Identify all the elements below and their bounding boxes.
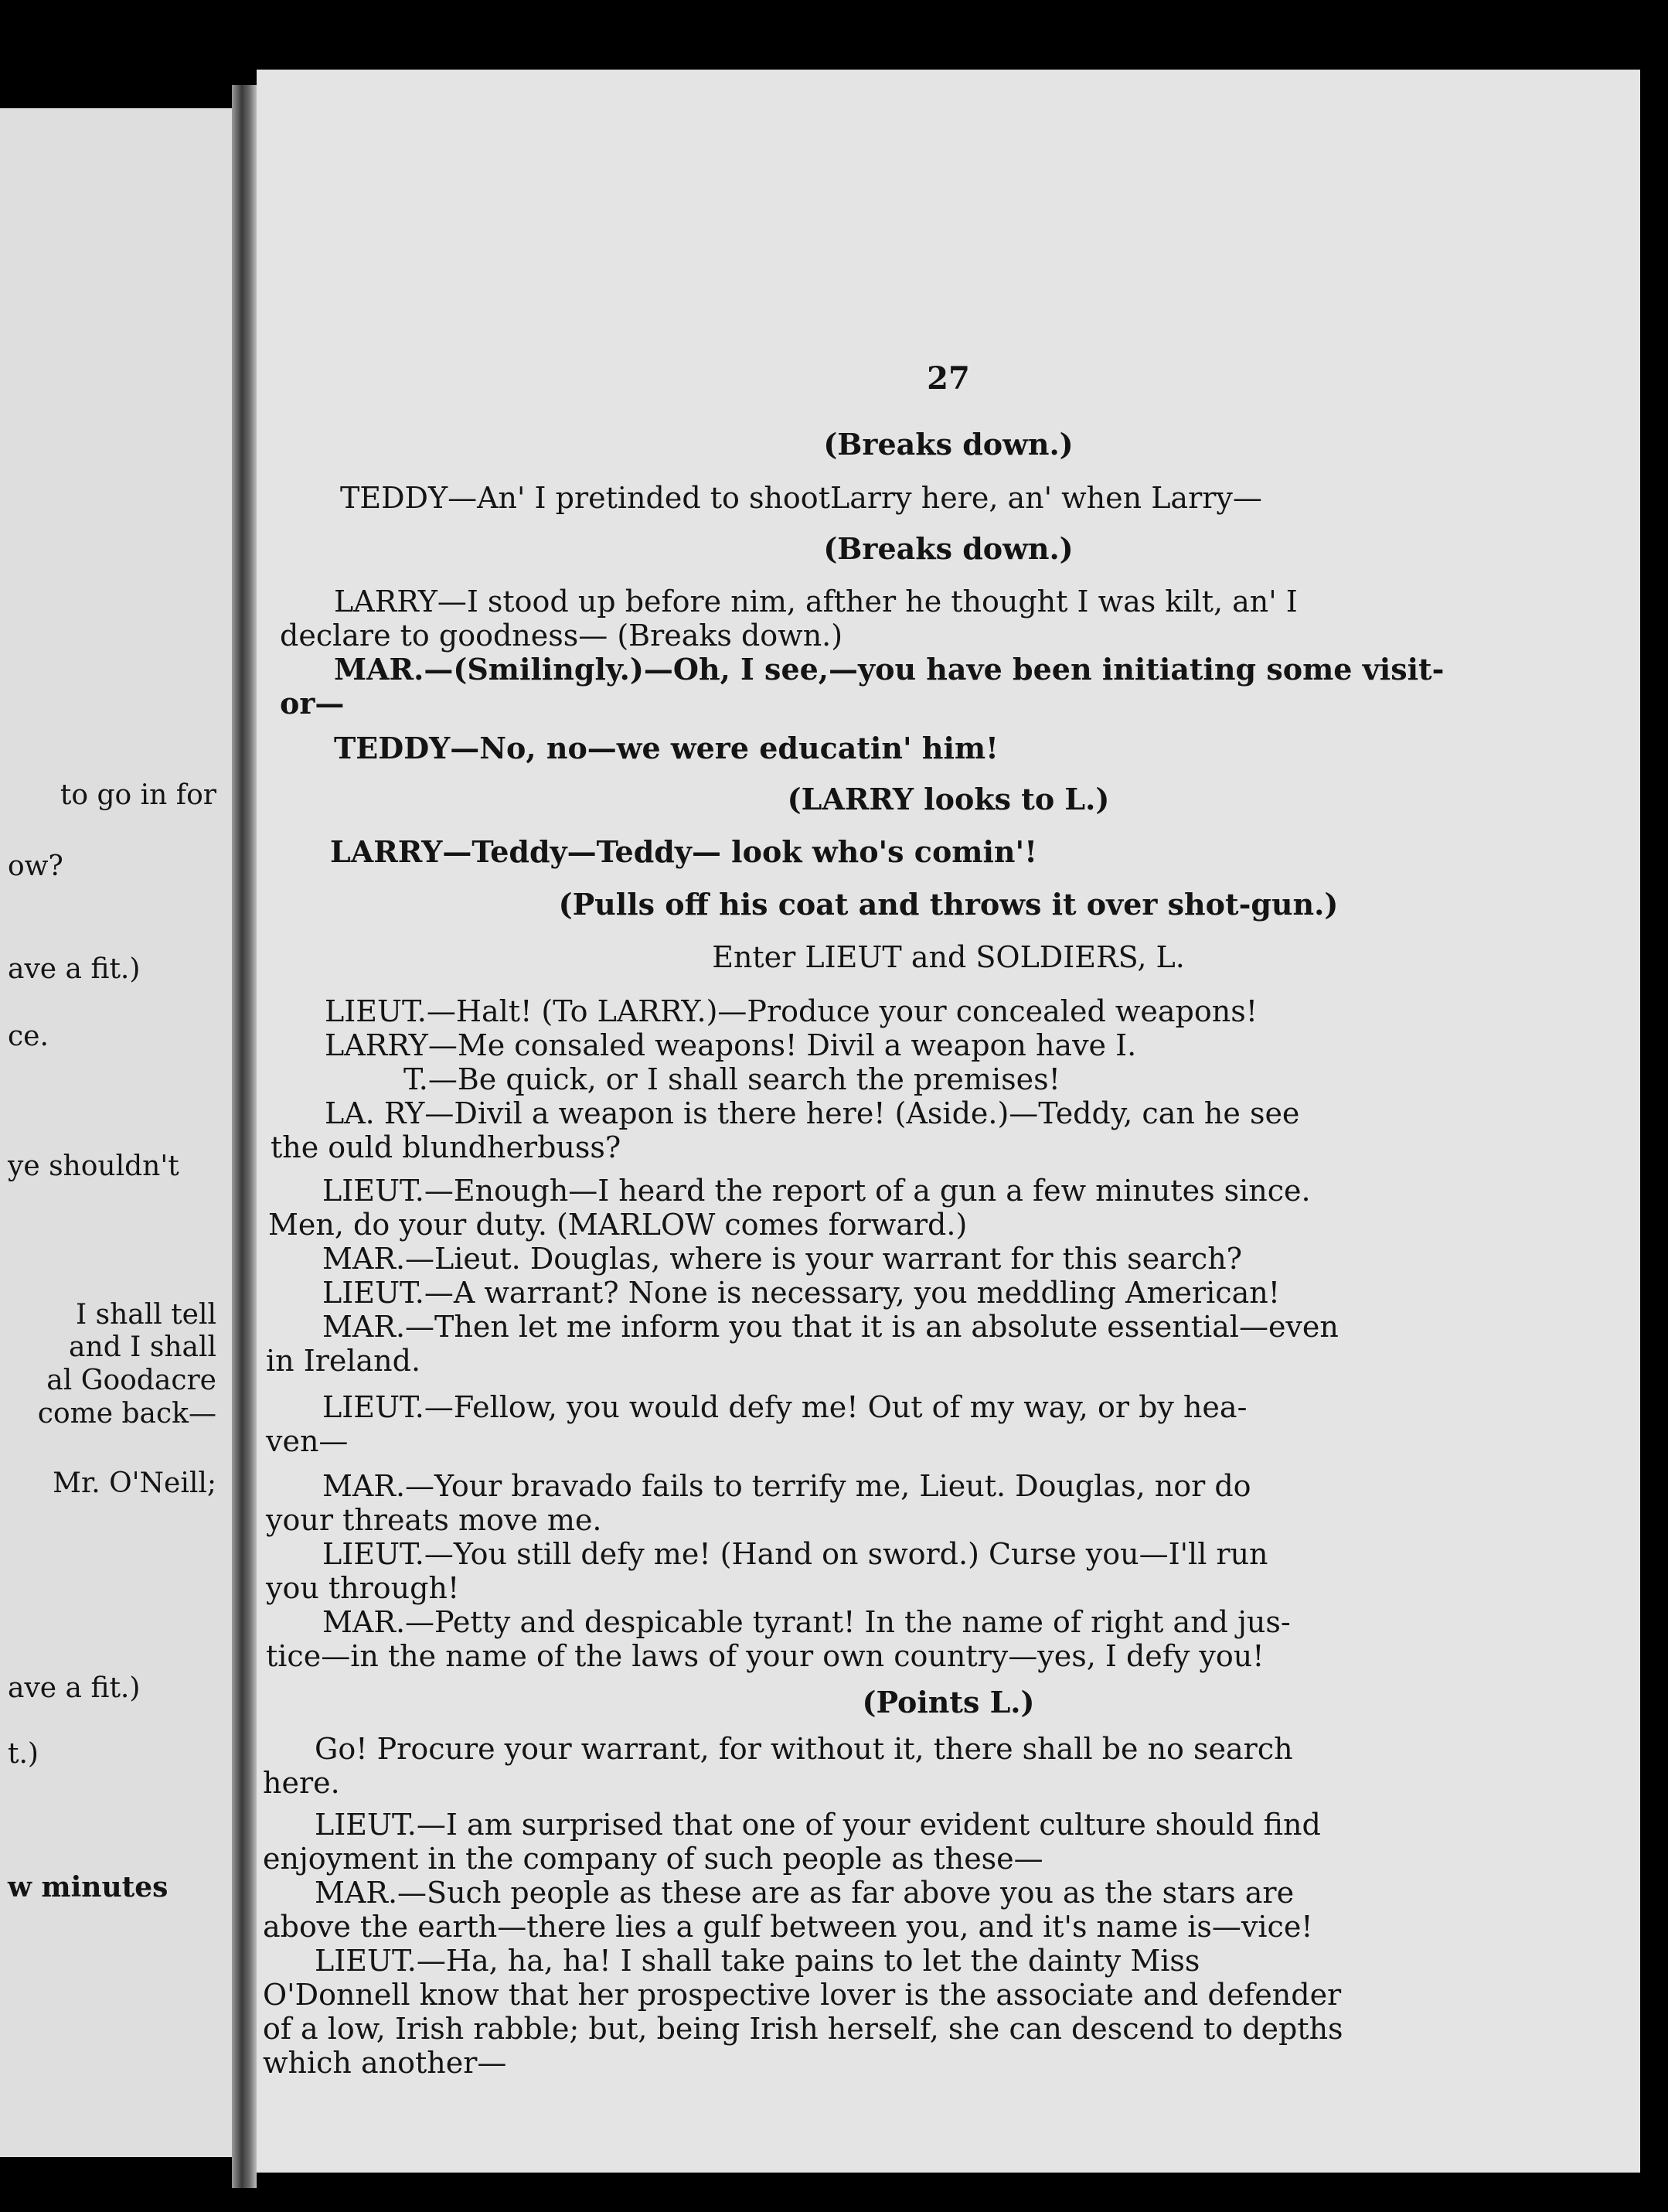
dialogue-line: LIEUT.—Fellow, you would defy me! Out of my way, or by hea- bbox=[322, 1390, 1248, 1424]
page-gutter bbox=[232, 85, 257, 2188]
left-fragment: and I shall bbox=[69, 1331, 216, 1363]
left-fragment: to go in for bbox=[60, 779, 216, 811]
dialogue-line: which another— bbox=[263, 2046, 507, 2080]
dialogue-line: LIEUT.—You still defy me! (Hand on sword.) Curse you—I'll run bbox=[322, 1537, 1268, 1571]
stage-direction: (Points L.) bbox=[862, 1685, 1035, 1719]
dialogue-line: MAR.—Petty and despicable tyrant! In the name of right and jus- bbox=[322, 1605, 1291, 1639]
left-fragment: I shall tell bbox=[75, 1299, 216, 1331]
dialogue-line: LIEUT.—A warrant? None is necessary, you meddling American! bbox=[322, 1276, 1280, 1310]
dialogue-line: LIEUT.—Ha, ha, ha! I shall take pains to let the dainty Miss bbox=[315, 1944, 1200, 1978]
dialogue-line: LA. RY—Divil a weapon is there here! (Aside.)—Teddy, can he see bbox=[325, 1096, 1300, 1130]
dialogue-line: LIEUT.—I am surprised that one of your evident culture should find bbox=[315, 1808, 1321, 1842]
dialogue-line: LIEUT.—Enough—I heard the report of a gun a few minutes since. bbox=[322, 1174, 1311, 1208]
dialogue-line: MAR.—(Smilingly.)—Oh, I see,—you have been initiating some visit- bbox=[334, 652, 1445, 687]
right-page bbox=[257, 70, 1640, 2173]
dialogue-line: tice—in the name of the laws of your own country—yes, I defy you! bbox=[266, 1639, 1265, 1673]
left-fragment: ave a fit.) bbox=[8, 953, 141, 985]
dialogue-line: Men, do your duty. (MARLOW comes forward.) bbox=[268, 1208, 968, 1242]
left-fragment: come back— bbox=[37, 1398, 216, 1430]
dialogue-line: you through! bbox=[266, 1571, 460, 1605]
left-fragment: al Goodacre bbox=[46, 1365, 216, 1396]
dialogue-line: T.—Be quick, or I shall search the premises! bbox=[403, 1062, 1060, 1096]
left-fragment: ye shouldn't bbox=[8, 1150, 179, 1182]
dialogue-line: in Ireland. bbox=[266, 1344, 421, 1378]
stage-direction: (Breaks down.) bbox=[823, 427, 1074, 462]
dialogue-line: ven— bbox=[266, 1424, 349, 1458]
dialogue-line: LARRY—I stood up before nim, afther he thought I was kilt, an' I bbox=[334, 585, 1298, 619]
dialogue-line: MAR.—Such people as these are as far above you as the stars are bbox=[315, 1876, 1295, 1910]
dialogue-line: LARRY—Me consaled weapons! Divil a weapon have I. bbox=[325, 1028, 1137, 1062]
dialogue-line: declare to goodness— (Breaks down.) bbox=[280, 619, 843, 653]
stage-direction: (LARRY looks to L.) bbox=[787, 782, 1110, 816]
dialogue-line: O'Donnell know that her prospective lover is the associate and defender bbox=[263, 1978, 1342, 2012]
left-fragment: Mr. O'Neill; bbox=[53, 1467, 216, 1499]
dialogue-line: LIEUT.—Halt! (To LARRY.)—Produce your concealed weapons! bbox=[325, 994, 1258, 1028]
stage-direction: (Breaks down.) bbox=[823, 531, 1074, 566]
left-fragment: t.) bbox=[8, 1738, 39, 1770]
dialogue-line: the ould blundherbuss? bbox=[271, 1130, 621, 1164]
dialogue-line: here. bbox=[263, 1766, 340, 1800]
dialogue-line: TEDDY—An' I pretinded to shootLarry here, an' when Larry— bbox=[340, 481, 1262, 515]
dialogue-line: TEDDY—No, no—we were educatin' him! bbox=[334, 731, 999, 765]
stage-direction: (Pulls off his coat and throws it over shot-gun.) bbox=[558, 887, 1339, 922]
left-fragment: ave a fit.) bbox=[8, 1672, 141, 1704]
left-fragment: w minutes bbox=[8, 1871, 169, 1904]
left-page bbox=[0, 108, 232, 2157]
left-fragment: ce. bbox=[8, 1021, 49, 1052]
stage-direction: Enter LIEUT and SOLDIERS, L. bbox=[712, 940, 1185, 974]
dialogue-line: above the earth—there lies a gulf between you, and it's name is—vice! bbox=[263, 1910, 1313, 1944]
dialogue-line: enjoyment in the company of such people as these— bbox=[263, 1842, 1043, 1876]
left-fragment: ow? bbox=[8, 850, 63, 882]
dialogue-line: Go! Procure your warrant, for without it, there shall be no search bbox=[315, 1732, 1293, 1766]
dialogue-line: your threats move me. bbox=[266, 1503, 602, 1537]
dialogue-line: MAR.—Then let me inform you that it is an absolute essential—even bbox=[322, 1310, 1339, 1344]
dialogue-line: or— bbox=[280, 686, 345, 721]
dialogue-line: LARRY—Teddy—Teddy— look who's comin'! bbox=[330, 834, 1037, 869]
dialogue-line: MAR.—Your bravado fails to terrify me, Lieut. Douglas, nor do bbox=[322, 1469, 1251, 1503]
dialogue-line: MAR.—Lieut. Douglas, where is your warrant for this search? bbox=[322, 1242, 1243, 1276]
page-number: 27 bbox=[927, 360, 970, 397]
dialogue-line: of a low, Irish rabble; but, being Irish herself, she can descend to depths bbox=[263, 2012, 1343, 2046]
